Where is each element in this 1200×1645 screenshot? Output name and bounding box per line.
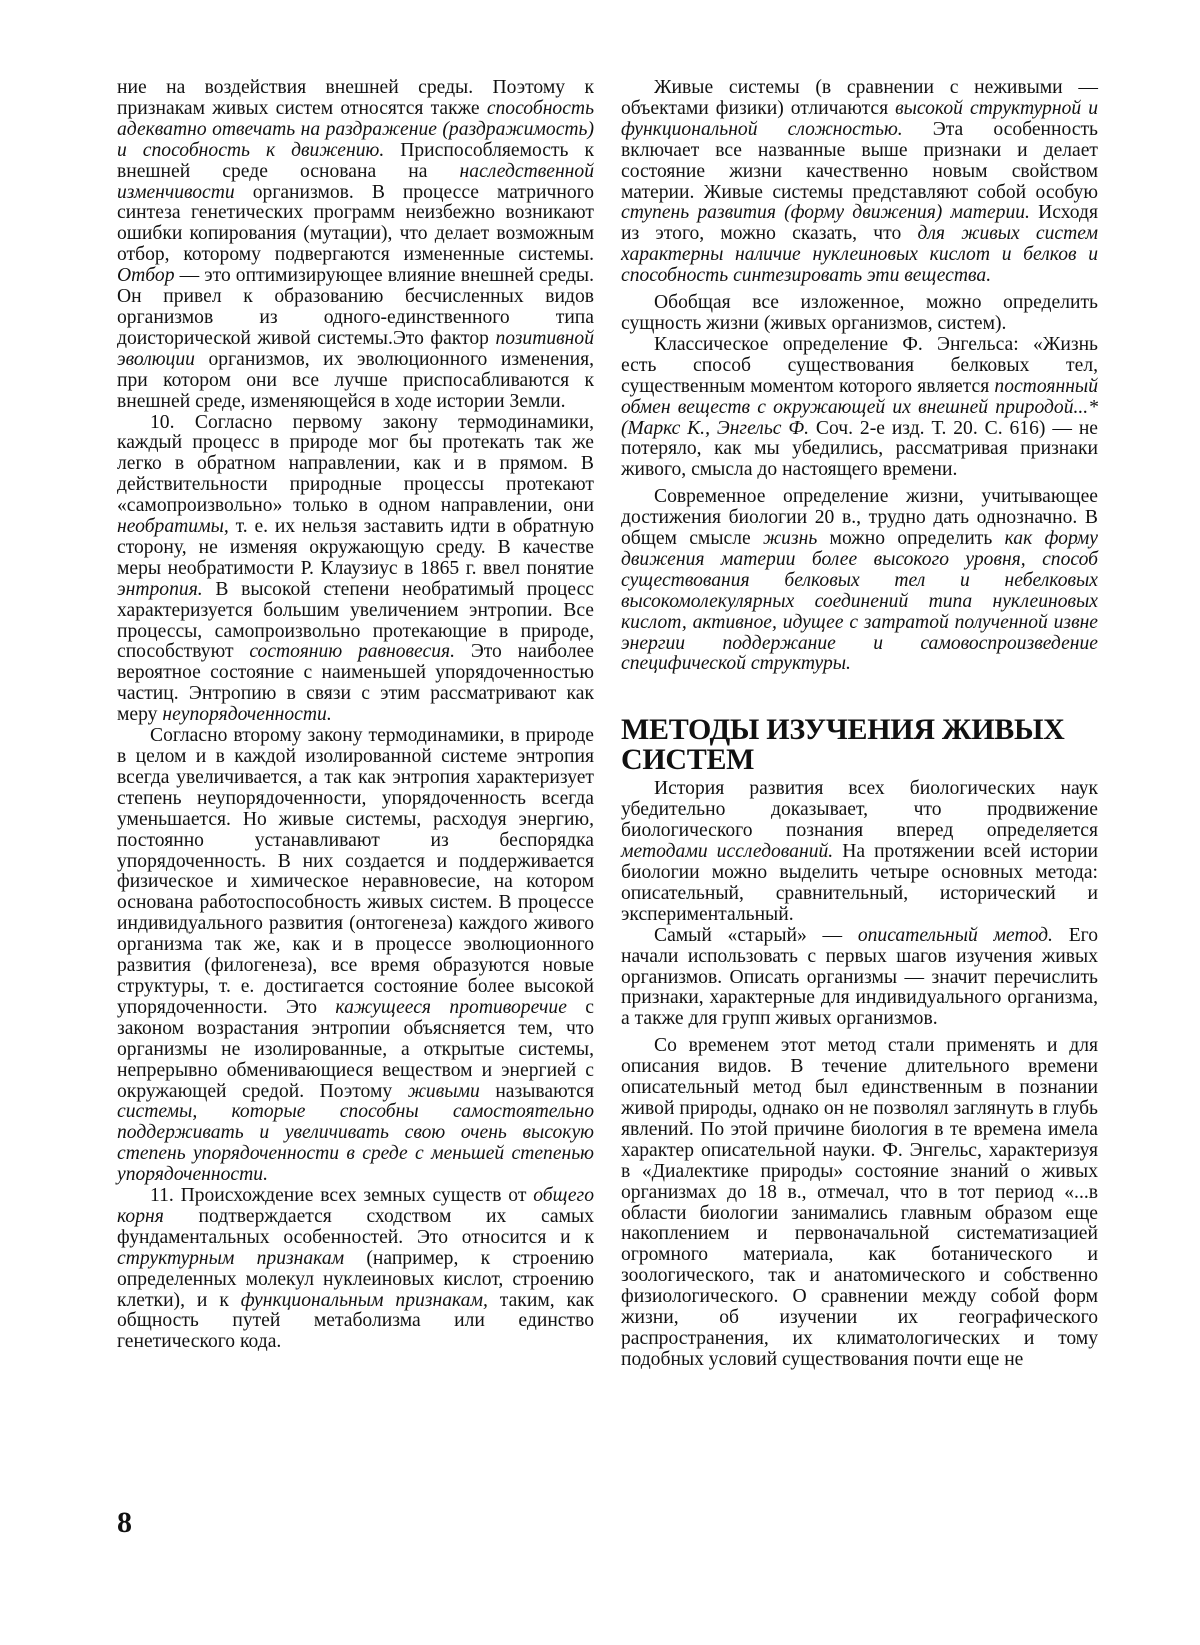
paragraph-modern-definition (621, 487, 1098, 675)
text-run: т. е. их нельзя заставить идти в обратную сторону, не изменяя окружающую среду. В качестве меры необратимости Р. Клаузиус в 1865 г. ввел понятие (117, 516, 594, 579)
text-run: (например, к строению определенных молекул нуклеиновых кислот, строению клетки), и к (117, 1247, 594, 1311)
text-run: Согласно второму закону термодинамики, в природе в целом и в каждой изолированной системе энтропия всегда увеличивается, а так как энтропия характеризует степень неупорядоченности, упорядоченность всегда уменьшается. Но живые системы, расходуя энергию, постоянно устанавливают из беспорядка упорядоченность. В них создается и поддерживается физическое и химическое неравновесие, на котором основана работоспособность живых систем. В процессе индивидуального развития (онтогенеза) каждого живого организма так же, как и в процессе эволюционного развития (филогенеза), все время образуются новые структуры, т. е. достигается состояние более высокой упорядоченности. Это (117, 725, 594, 1018)
italic-term: методами исследований. (621, 841, 834, 863)
text-run: таким, как общность путей метаболизма или единство генетического кода. (117, 1289, 594, 1353)
text-run: Классическое определение Ф. Энгельса: «Жизнь есть способ существования белковых тел, существенным моментом которого является (621, 333, 1098, 397)
section-heading: МЕТОДЫ ИЗУЧЕНИЯ ЖИВЫХ СИСТЕМ (621, 713, 1065, 777)
italic-term: необратимы, (117, 516, 229, 538)
italic-term: неупорядоченности. (162, 704, 332, 726)
text-run: организмов, их эволюционного изменения, при котором они все лучше приспосабливаются к внешней среде, изменяющейся в ходе истории Земли. (117, 348, 594, 412)
italic-term: для живых систем характерны наличие нуклеиновых кислот и белков и способность синтезировать эти вещества. (621, 223, 1098, 287)
italic-term: Отбор (117, 265, 175, 287)
right-column (621, 78, 1098, 1371)
paragraph (117, 726, 594, 1186)
italic-term: функциональным признакам, (240, 1289, 488, 1311)
text-run: Приспособляемость к внешней среде основана на (117, 139, 594, 182)
italic-term: структурным признакам (117, 1247, 345, 1269)
text-run: 11. Происхождение всех земных существ от (150, 1185, 534, 1207)
text-run: — это оптимизирующее влияние внешней среды. Он привел к образованию бесчисленных видов организмов из одного-единственного типа доисторической живой системы.Это фактор (117, 265, 594, 349)
italic-term: постоянный обмен веществ с окружающей их внешней природой...* (Маркс К., Энгельс Ф. (621, 375, 1098, 439)
page-number: 8 (117, 1506, 132, 1539)
italic-term: системы, которые способны самостоятельно поддерживать и увеличивать свою очень высокую степень упорядоченности в среде с меньшей степенью упорядоченности. (117, 1101, 594, 1186)
text-run: ние на воздействия внешней среды. Поэтому к признакам живых систем относятся также (117, 77, 594, 119)
paragraph (621, 779, 1098, 925)
italic-term: позитивной эволюции (117, 327, 594, 370)
paragraph (621, 78, 1098, 287)
text-run: организмов. В процессе матричного синтеза генетических программ неизбежно возникают ошибки копирования (мутации), что делает возможным отбор, которому подвергаются измененные системы. (117, 181, 594, 266)
text-run: называются (479, 1080, 594, 1102)
text-run: подтверждается сходством их самых фундаментальных особенностей. Это относится и к (117, 1205, 594, 1248)
left-column (117, 78, 594, 1353)
text-run: Самый «старый» — (654, 924, 858, 946)
text-run: Его начали использовать с первых шагов изучения живых организмов. Описать организмы — значит перечислить признаки, характерные для индивидуального организма, а также для групп живых организмов. (621, 924, 1099, 1030)
italic-term: способность адекватно отвечать на раздражение (раздражимость) и способность к движению. (117, 97, 594, 161)
text-run: Эта особенность включает все названные выше признаки и делает состояние жизни качественно новым свойством материи. Живые системы представляют собой особую (621, 118, 1098, 203)
text-run: Живые системы (в сравнении с неживыми — объектами физики) отличаются (621, 77, 1098, 119)
italic-term: энтропия. (117, 578, 203, 600)
text-run: Соч. 2-е изд. Т. 20. С. 616) — не потеряло, как мы убедились, рассматривая признаки живого, смысла до настоящего времени. (621, 417, 1098, 481)
text-run: 10. Согласно первому закону термодинамики, каждый процесс в природе мог бы протекать так же легко в обратном направлении, как и в прямом. В действительности природные процессы протекают «самопроизвольно» только в одном направлении, они (117, 411, 594, 517)
paragraph: Обобщая все изложенное, можно определить сущность жизни (живых организмов, систем). (621, 292, 1098, 334)
text-run: Современное определение жизни, учитывающее достижения биологии 20 в., трудно дать однозначно. В общем смысле (621, 486, 1098, 550)
text-run: можно определить (817, 528, 1005, 550)
italic-term: наследственной изменчивости (117, 160, 594, 203)
italic-term: высокой структурной и функциональной сложностью. (621, 97, 1098, 140)
paragraph (117, 78, 594, 413)
italic-term: общего корня (117, 1185, 594, 1227)
italic-term: описательный метод. (857, 924, 1053, 946)
text-run: Это наиболее вероятное состояние с наименьшей упорядоченностью частиц. Энтропию в связи с этим рассматривают как меру (117, 641, 594, 726)
paragraph-11 (117, 1186, 594, 1353)
paragraph (621, 926, 1098, 1031)
paragraph: Со временем этот метод стали применять и для описания видов. В течение длительного времени описательный метод был единственным в познании живой природы, однако он не позволял заглянуть в глубь явлений. По этой причине биология в те времена имела характер описательной науки. Ф. Энгельс, характеризуя в «Диалектике природы» состояние знаний о живых организмах до 18 в., отмечал, что в тот период «...в области биологии занимались главным образом еще накоплением и первоначальной систематизацией огромного материала, как ботанического и зоологического, так и анатомического и собственно физиологического. О сравнении между собой форм жизни, об изучении их географического распространения, их климатологических и тому подобных условий существования почти еще не (621, 1035, 1098, 1370)
text-run: На протяжении всей истории биологии можно выделить четыре основных метода: описательный, сравнительный, исторический и экспериментальный. (621, 841, 1098, 925)
text-run: с законом возрастания энтропии объясняется тем, что организмы не изолированные, а открытые системы, непрерывно обменивающиеся веществом и энергией с окружающей средой. Поэтому (117, 996, 594, 1102)
paragraph-engels-definition (621, 335, 1098, 481)
italic-term: состоянию равновесия. (249, 641, 456, 663)
italic-term: жизнь (762, 528, 818, 550)
italic-term: кажущееся противоречие (335, 996, 567, 1018)
italic-term: как форму движения материи более высокого уровня, способ существования белковых тел и небелковых высокомолекулярных соединений типа нуклеиновых кислот, активное, идущее с затратой полученной извне энергии поддержание и самовоспроизведение специфической структуры. (621, 528, 1098, 675)
text-run: Исходя из этого, можно сказать, что (621, 202, 1098, 245)
paragraph-10 (117, 413, 594, 727)
italic-term: живыми (407, 1080, 480, 1102)
italic-term: ступень развития (форму движения) материи. (621, 202, 1030, 224)
text-run: В высокой степени необратимый процесс характеризуется большим увеличением энтропии. Все процессы, самопроизвольно протекающие в природе, способствуют (117, 578, 594, 663)
text-run: История развития всех биологических наук убедительно доказывает, что продвижение биологического познания вперед определяется (621, 778, 1098, 842)
